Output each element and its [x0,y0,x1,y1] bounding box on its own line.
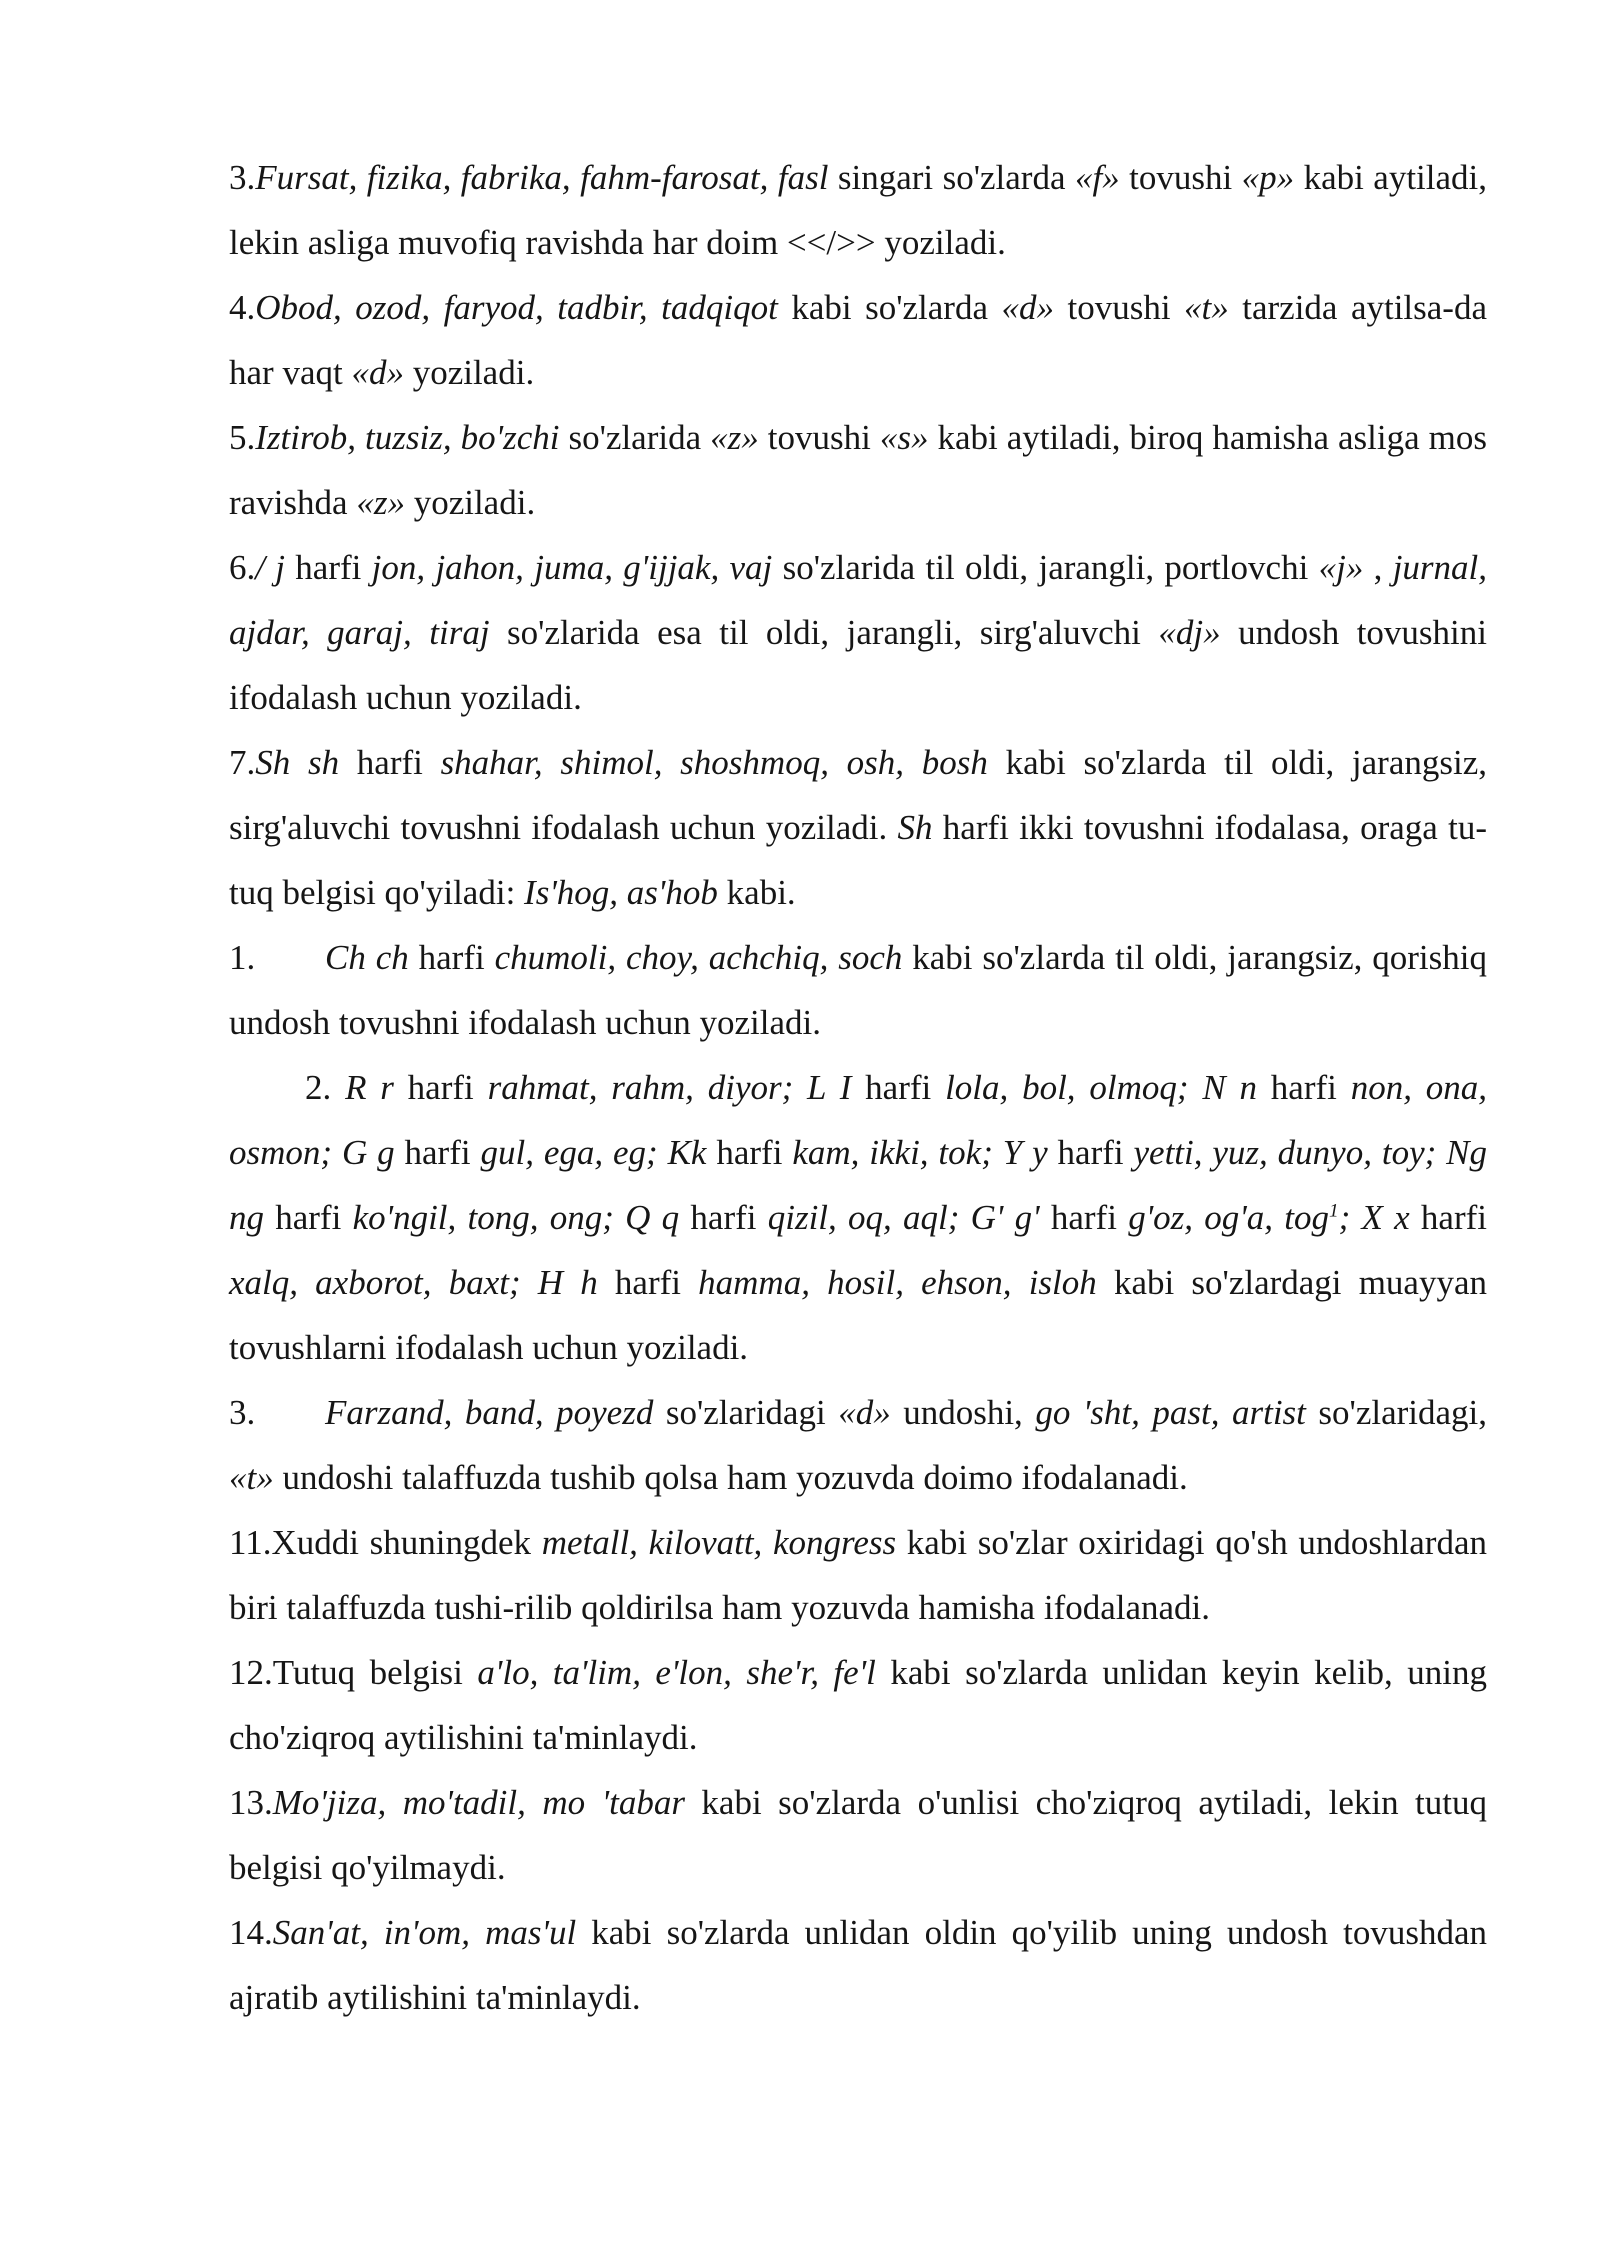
body-text: harfi [285,548,372,587]
italic-text: kam, ikki, tok; Y y [792,1133,1048,1172]
italic-text: qizil, oq, aql; G' g' [767,1198,1040,1237]
body-text: so'zlarida esa til oldi, jarangli, sirg'aluvchi [489,613,1159,652]
list-item [229,1770,1487,1900]
italic-text: «s» [879,418,929,457]
italic-text: Farzand, band, poyezd [325,1393,654,1432]
body-text: yoziladi. [403,353,535,392]
italic-text: gul, ega, eg; Kk [480,1133,707,1172]
italic-text: metall, kilovatt, kongress [541,1523,897,1562]
list-item [229,1510,1487,1640]
body-text: kabi so'zlarda unlidan keyin kelib, uning cho'ziqroq aytilishini ta'minlaydi. [229,1653,1487,1757]
body-text: singari so'zlarda [828,158,1075,197]
item-number: 7. [229,743,256,782]
italic-text: «t» [1184,288,1229,327]
item-number: 3. [229,1393,256,1432]
list-item [229,535,1487,730]
list-item [229,145,1487,275]
body-text: harfi [394,1133,481,1172]
body-text: so'zlarida til oldi, jarangli, portlovchi [772,548,1319,587]
italic-text: «z» [356,483,405,522]
body-text: harfi [1409,1198,1487,1237]
body-text: kabi so'zlarda unlidan oldin qo'yilib uning undosh tovushdan ajratib aytilishini ta'minlaydi. [229,1913,1487,2017]
body-text: yoziladi. [404,483,536,522]
italic-text: Fursat, fizika, fabrika, fahm-farosat, fasl [255,158,829,197]
italic-text: a'lo, ta'lim, e'lon, she'r, fe'l [477,1653,876,1692]
italic-text: San'at, in'om, mas'ul [272,1913,577,1952]
italic-text: yetti, yuz, dunyo, toy; Ng ng [229,1133,1487,1237]
body-text: harfi [706,1133,793,1172]
italic-text: g'oz, og'a, tog [1128,1198,1329,1237]
item-number: 1. [229,938,256,977]
italic-text: chumoli, choy, achchiq, soch [494,938,903,977]
item-number: 2. [305,1068,332,1107]
italic-text: rahmat, rahm, diyor; L I [487,1068,852,1107]
italic-text: R r [345,1068,394,1107]
body-text: harfi ikki tovushni ifodalasa, oraga tu-tuq belgisi qo'yiladi: [229,808,1487,912]
body-text: undoshi talaffuzda tushib qolsa ham yozuvda doimo ifodalanadi. [273,1458,1188,1497]
item-number: 11. [229,1523,272,1562]
list-item [229,1640,1487,1770]
italic-text: «d» [1001,288,1054,327]
body-text: so'zlaridagi, [1305,1393,1488,1432]
italic-text: «p» [1241,158,1295,197]
body-text: , [1363,548,1393,587]
italic-text: / j [255,548,285,587]
body-text: harfi [1257,1068,1351,1107]
italic-text: Is'hog, as'hob [524,873,718,912]
body-text: tarzida aytilsa-da har vaqt [229,288,1487,392]
body-text: kabi aytiladi, biroq hamisha asliga mos ravishda [229,418,1487,522]
body-text: kabi aytiladi, lekin asliga muvofiq ravishda har doim <</>> yoziladi. [229,158,1488,262]
body-text: kabi. [717,873,796,912]
body-text: kabi so'zlarda til oldi, jarangsiz, qorishiq undosh tovushni ifodalash uchun yoziladi. [229,938,1487,1042]
document-page [229,145,1487,2030]
body-text: kabi so'zlar oxiridagi qo'sh undoshlardan biri talaffuzda tushi-rilib qoldirilsa ham yozuvda hamisha ifodalanadi. [229,1523,1487,1627]
body-text: harfi [851,1068,946,1107]
item-number: 13. [229,1783,273,1822]
body-text: harfi [597,1263,699,1302]
body-text: Xuddi shuningdek [271,1523,542,1562]
body-text: harfi [393,1068,488,1107]
body-text: harfi [679,1198,768,1237]
body-text: kabi so'zlarda [777,288,1002,327]
italic-text: ; X x [1338,1198,1410,1237]
italic-text: «dj» [1158,613,1221,652]
body-text: harfi [1047,1133,1134,1172]
italic-text: «d» [351,353,404,392]
item-number: 12. [229,1653,273,1692]
list-item [229,405,1487,535]
italic-text: Iztirob, tuzsiz, bo'zchi [255,418,560,457]
italic-text: «t» [229,1458,274,1497]
italic-text: non, ona, osmon; G g [229,1068,1488,1172]
italic-text: 1 [1329,1200,1339,1222]
italic-text: hamma, hosil, ehson, isloh [698,1263,1097,1302]
list-item [229,275,1487,405]
item-number: 4. [229,288,256,327]
body-text: tovushi [1053,288,1185,327]
list-item [229,730,1487,925]
body-text: harfi [264,1198,353,1237]
italic-text: Sh sh [255,743,340,782]
list-item [229,1055,1487,1380]
italic-text: ko'ngil, tong, ong; Q q [352,1198,680,1237]
body-text: harfi [339,743,441,782]
italic-text: «f» [1074,158,1120,197]
italic-text: «d» [838,1393,891,1432]
body-text: harfi [1039,1198,1129,1237]
italic-text: Ch ch [325,938,409,977]
body-text: harfi [408,938,495,977]
body-text: undosh tovushini ifodalash uchun yoziladi. [229,613,1487,717]
item-number: 3. [229,158,256,197]
body-text: kabi so'zlardagi muayyan tovushlarni ifodalash uchun yoziladi. [229,1263,1487,1367]
body-text: so'zlarida [559,418,711,457]
body-text: kabi so'zlarda til oldi, jarangsiz, sirg'aluvchi tovushni ifodalash uchun yoziladi. [229,743,1487,847]
list-item [229,925,1487,1055]
list-item [229,1900,1487,2030]
italic-text: «z» [710,418,759,457]
italic-text: go 'sht, past, artist [1035,1393,1306,1432]
list-item [229,1380,1487,1510]
item-number: 14. [229,1913,273,1952]
italic-text: Obod, ozod, faryod, tadbir, tadqiqot [255,288,778,327]
body-text: tovushi [1119,158,1242,197]
italic-text: xalq, axborot, baxt; H h [229,1263,598,1302]
italic-text: lola, bol, olmoq; N n [945,1068,1257,1107]
body-text: Tutuq belgisi [272,1653,478,1692]
italic-text: «j» [1318,548,1364,587]
italic-text: shahar, shimol, shoshmoq, osh, bosh [440,743,988,782]
body-text: kabi so'zlarda o'unlisi cho'ziqroq aytiladi, lekin tutuq belgisi qo'yilmaydi. [229,1783,1488,1887]
italic-text: jon, jahon, juma, g'ijjak, vaj [371,548,773,587]
body-text: tovushi [758,418,880,457]
italic-text: jurnal, ajdar, garaj, tiraj [229,548,1488,652]
body-text: undoshi, [890,1393,1036,1432]
body-text: so'zlaridagi [653,1393,839,1432]
item-number: 6. [229,548,256,587]
italic-text: Mo'jiza, mo'tadil, mo 'tabar [272,1783,685,1822]
item-number: 5. [229,418,256,457]
italic-text: Sh [897,808,933,847]
